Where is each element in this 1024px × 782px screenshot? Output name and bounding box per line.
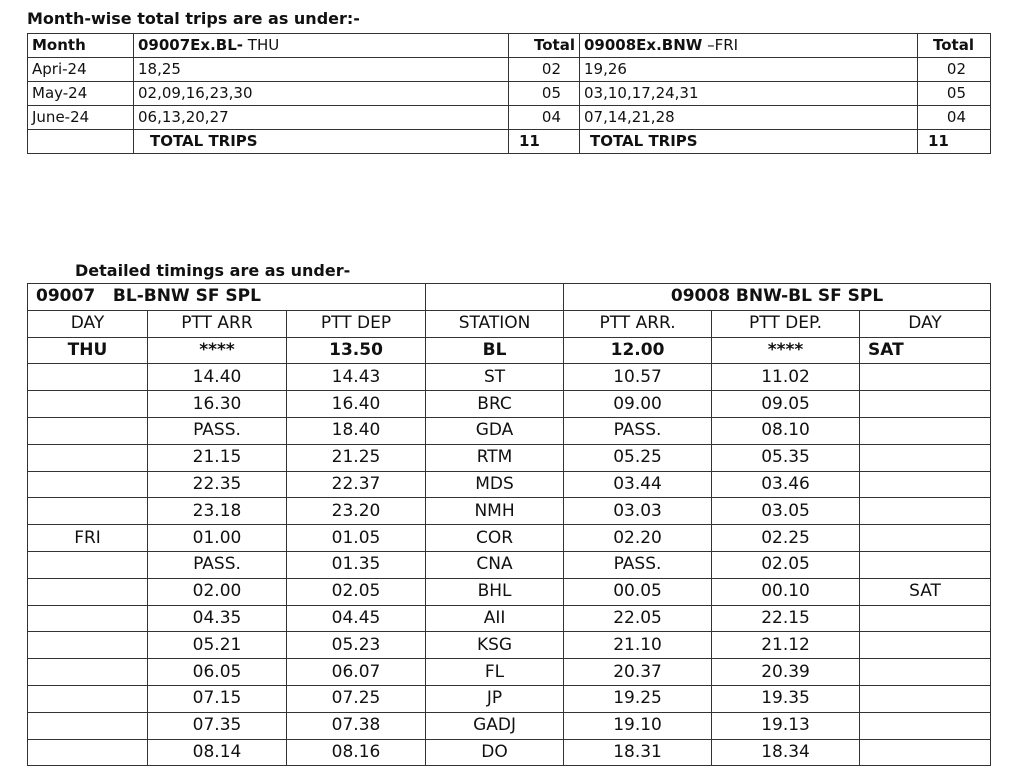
timing-station-cell: CNA <box>426 551 564 578</box>
train1-header <box>134 34 509 58</box>
timing-arr1-cell: 04.35 <box>148 605 287 632</box>
timing-arr2-cell: 05.25 <box>564 444 712 471</box>
timing-arr1-cell: 23.18 <box>148 498 287 525</box>
timing-day2-cell <box>860 417 991 444</box>
timing-arr1-cell: 06.05 <box>148 659 287 686</box>
train2-dates-cell: 03,10,17,24,31 <box>580 82 918 106</box>
timing-dep1-cell: 16.40 <box>287 391 426 418</box>
col-dep2: PTT DEP. <box>712 310 860 337</box>
timing-arr1-cell: PASS. <box>148 551 287 578</box>
timing-dep1-cell: 18.40 <box>287 417 426 444</box>
timing-arr1-cell: 02.00 <box>148 578 287 605</box>
timing-arr2-cell: 12.00 <box>564 337 712 364</box>
train1-total-cell: 02 <box>509 58 580 82</box>
train1-header-day: THU <box>243 36 280 54</box>
timing-dep2-cell: 09.05 <box>712 391 860 418</box>
timing-station-cell: RTM <box>426 444 564 471</box>
timing-day2-cell <box>860 712 991 739</box>
timing-dep2-cell: 20.39 <box>712 659 860 686</box>
timing-arr2-cell: PASS. <box>564 417 712 444</box>
total-trips-label-1: TOTAL TRIPS <box>134 130 509 154</box>
timing-station-cell: KSG <box>426 632 564 659</box>
timing-dep2-cell: 03.05 <box>712 498 860 525</box>
col-day1: DAY <box>28 310 148 337</box>
timing-station-cell: JP <box>426 685 564 712</box>
timing-dep1-cell: 22.37 <box>287 471 426 498</box>
timing-arr2-cell: PASS. <box>564 551 712 578</box>
timing-station-cell: BHL <box>426 578 564 605</box>
timing-dep1-cell: 02.05 <box>287 578 426 605</box>
timing-day2-cell: SAT <box>860 578 991 605</box>
timing-row <box>28 337 991 364</box>
train1-dates-cell: 02,09,16,23,30 <box>134 82 509 106</box>
timing-dep1-cell: 13.50 <box>287 337 426 364</box>
timing-dep1-cell: 01.05 <box>287 525 426 552</box>
train2-total-cell: 02 <box>918 58 991 82</box>
timing-arr1-cell: 14.40 <box>148 364 287 391</box>
train2-header-day: –FRI <box>702 36 739 54</box>
train1-total-cell: 05 <box>509 82 580 106</box>
total2-header: Total <box>918 34 991 58</box>
timing-day1-cell: FRI <box>28 525 148 552</box>
col-arr2: PTT ARR. <box>564 310 712 337</box>
total1-header: Total <box>509 34 580 58</box>
timing-arr2-cell: 18.31 <box>564 739 712 766</box>
train2-header-number: 09008Ex.BNW <box>584 36 703 54</box>
timing-station-cell: NMH <box>426 498 564 525</box>
col-station: STATION <box>426 310 564 337</box>
train1-dates-cell: 18,25 <box>134 58 509 82</box>
timings-heading: Detailed timings are as under- <box>75 261 351 280</box>
timing-dep2-cell: 02.25 <box>712 525 860 552</box>
timing-day1-cell <box>28 605 148 632</box>
timing-row <box>28 471 991 498</box>
timing-day1-cell <box>28 471 148 498</box>
monthly-heading: Month-wise total trips are as under:- <box>27 9 360 28</box>
timing-row <box>28 712 991 739</box>
timing-arr2-cell: 02.20 <box>564 525 712 552</box>
train2-dates-cell: 07,14,21,28 <box>580 106 918 130</box>
timing-dep2-cell: 21.12 <box>712 632 860 659</box>
timing-day2-cell <box>860 525 991 552</box>
timing-day1-cell: THU <box>28 337 148 364</box>
timing-dep1-cell: 23.20 <box>287 498 426 525</box>
timing-row <box>28 391 991 418</box>
timing-dep1-cell: 05.23 <box>287 632 426 659</box>
timing-day2-cell <box>860 364 991 391</box>
train2-dates-cell: 19,26 <box>580 58 918 82</box>
train2-total-cell: 04 <box>918 106 991 130</box>
timing-dep1-cell: 06.07 <box>287 659 426 686</box>
timing-day2-cell <box>860 551 991 578</box>
month-cell: May-24 <box>28 82 134 106</box>
timing-row <box>28 417 991 444</box>
month-header: Month <box>28 34 134 58</box>
col-day2: DAY <box>860 310 991 337</box>
timing-arr1-cell: 07.35 <box>148 712 287 739</box>
timing-dep2-cell: 00.10 <box>712 578 860 605</box>
detailed-timings-table <box>27 283 991 766</box>
monthly-row <box>28 82 991 106</box>
train1-title: 09007 BL-BNW SF SPL <box>28 284 426 311</box>
timing-day2-cell <box>860 444 991 471</box>
timing-row <box>28 685 991 712</box>
timing-day1-cell <box>28 632 148 659</box>
timing-arr1-cell: 22.35 <box>148 471 287 498</box>
timing-day1-cell <box>28 685 148 712</box>
train-title-row <box>28 284 991 311</box>
timing-day2-cell <box>860 605 991 632</box>
timing-arr1-cell: 08.14 <box>148 739 287 766</box>
timing-arr2-cell: 22.05 <box>564 605 712 632</box>
train2-header <box>580 34 918 58</box>
timing-dep1-cell: 07.25 <box>287 685 426 712</box>
timing-day1-cell <box>28 712 148 739</box>
timing-day1-cell <box>28 417 148 444</box>
timing-dep2-cell: 19.35 <box>712 685 860 712</box>
timing-station-cell: ST <box>426 364 564 391</box>
timing-arr2-cell: 10.57 <box>564 364 712 391</box>
month-cell: June-24 <box>28 106 134 130</box>
timing-arr1-cell: PASS. <box>148 417 287 444</box>
timing-arr2-cell: 00.05 <box>564 578 712 605</box>
timing-dep2-cell: 19.13 <box>712 712 860 739</box>
timing-day1-cell <box>28 444 148 471</box>
footer-empty-cell <box>28 130 134 154</box>
timing-day1-cell <box>28 391 148 418</box>
column-header-row <box>28 310 991 337</box>
timing-arr1-cell: 16.30 <box>148 391 287 418</box>
timing-dep1-cell: 01.35 <box>287 551 426 578</box>
train1-dates-cell: 06,13,20,27 <box>134 106 509 130</box>
monthly-trips-table <box>27 33 991 154</box>
total-trips-value-1: 11 <box>509 130 580 154</box>
timing-day1-cell <box>28 659 148 686</box>
timing-arr1-cell: 05.21 <box>148 632 287 659</box>
timing-arr1-cell: 07.15 <box>148 685 287 712</box>
timing-row <box>28 551 991 578</box>
timing-day1-cell <box>28 364 148 391</box>
timing-dep1-cell: 04.45 <box>287 605 426 632</box>
timing-row <box>28 632 991 659</box>
timing-arr2-cell: 21.10 <box>564 632 712 659</box>
timing-dep2-cell: 11.02 <box>712 364 860 391</box>
timing-station-cell: DO <box>426 739 564 766</box>
col-arr1: PTT ARR <box>148 310 287 337</box>
timing-arr1-cell: 21.15 <box>148 444 287 471</box>
timing-station-cell: MDS <box>426 471 564 498</box>
timing-dep2-cell: 02.05 <box>712 551 860 578</box>
timing-day2-cell <box>860 739 991 766</box>
timing-row <box>28 578 991 605</box>
timing-row <box>28 605 991 632</box>
timing-day2-cell: SAT <box>860 337 991 364</box>
timing-row <box>28 498 991 525</box>
timing-arr2-cell: 19.10 <box>564 712 712 739</box>
total-trips-label-2: TOTAL TRIPS <box>580 130 918 154</box>
timing-station-cell: COR <box>426 525 564 552</box>
month-cell: Apri-24 <box>28 58 134 82</box>
timing-dep2-cell: 22.15 <box>712 605 860 632</box>
monthly-row <box>28 106 991 130</box>
train2-title: 09008 BNW-BL SF SPL <box>564 284 991 311</box>
timing-arr2-cell: 03.44 <box>564 471 712 498</box>
timing-dep2-cell: **** <box>712 337 860 364</box>
total-trips-value-2: 11 <box>918 130 991 154</box>
train1-header-number: 09007Ex.BL- <box>138 36 244 54</box>
monthly-footer-row <box>28 130 991 154</box>
timing-day2-cell <box>860 498 991 525</box>
timing-station-cell: AII <box>426 605 564 632</box>
timing-day1-cell <box>28 578 148 605</box>
timing-dep1-cell: 08.16 <box>287 739 426 766</box>
timing-station-cell: GDA <box>426 417 564 444</box>
title-spacer-cell <box>426 284 564 311</box>
timing-day2-cell <box>860 632 991 659</box>
timing-station-cell: FL <box>426 659 564 686</box>
timing-row <box>28 444 991 471</box>
timing-row <box>28 525 991 552</box>
timing-arr1-cell: **** <box>148 337 287 364</box>
timing-station-cell: BL <box>426 337 564 364</box>
timing-dep2-cell: 05.35 <box>712 444 860 471</box>
timing-day2-cell <box>860 659 991 686</box>
timing-row <box>28 659 991 686</box>
timing-dep2-cell: 03.46 <box>712 471 860 498</box>
timing-station-cell: BRC <box>426 391 564 418</box>
monthly-row <box>28 58 991 82</box>
timing-dep2-cell: 08.10 <box>712 417 860 444</box>
timing-dep2-cell: 18.34 <box>712 739 860 766</box>
timing-day1-cell <box>28 739 148 766</box>
monthly-header-row <box>28 34 991 58</box>
timing-day2-cell <box>860 471 991 498</box>
timing-row <box>28 739 991 766</box>
timing-arr2-cell: 20.37 <box>564 659 712 686</box>
timing-day1-cell <box>28 551 148 578</box>
col-dep1: PTT DEP <box>287 310 426 337</box>
timing-arr2-cell: 03.03 <box>564 498 712 525</box>
timing-arr1-cell: 01.00 <box>148 525 287 552</box>
timing-dep1-cell: 21.25 <box>287 444 426 471</box>
timing-dep1-cell: 14.43 <box>287 364 426 391</box>
timing-day1-cell <box>28 498 148 525</box>
timing-day2-cell <box>860 685 991 712</box>
timing-dep1-cell: 07.38 <box>287 712 426 739</box>
train2-total-cell: 05 <box>918 82 991 106</box>
timing-station-cell: GADJ <box>426 712 564 739</box>
timing-arr2-cell: 09.00 <box>564 391 712 418</box>
timing-day2-cell <box>860 391 991 418</box>
train1-total-cell: 04 <box>509 106 580 130</box>
timing-row <box>28 364 991 391</box>
timing-arr2-cell: 19.25 <box>564 685 712 712</box>
